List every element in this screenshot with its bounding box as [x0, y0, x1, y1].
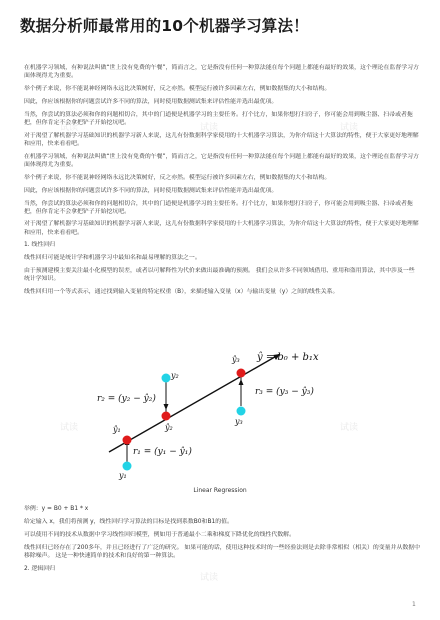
paragraph: 当然，你尝试的算法必须和你的问题相切合，其中的⻔道便是机器学习的主要任务。打个⽐⽅，如果你想打扫房⼦，你可能会⽤到吸尘器、扫帚或者拖把，但你肯定不会拿把铲⼦开始挖坑吧。: [24, 111, 413, 126]
residual-arrow-2: [164, 404, 169, 410]
watermark: 试读: [340, 123, 359, 133]
residual-arrow-3: [239, 379, 244, 385]
paragraph: 给定输⼊ x，我们将预测 y，线性回归学习算法的⽬标是找到系数B0和B1的值。: [24, 518, 233, 525]
residual-1-label: r₁ = (y₁ − ŷ₁): [133, 447, 192, 457]
yhat3-label: ŷ₃: [232, 355, 240, 364]
yhat1-label: ŷ₁: [113, 425, 121, 434]
body-section-bottom: [24, 505, 420, 578]
paragraph: 当然，你尝试的算法必须和你的问题相切合，其中的⻔道便是机器学习的主要任务。打个⽐⽅，如果你想打扫房⼦，你可能会⽤到吸尘器、扫帚或者拖把，但你肯定不会拿把铲⼦开始挖坑吧。: [24, 200, 413, 215]
y2-label: y₂: [171, 371, 179, 380]
section-heading: 2. 逻辑回归: [24, 565, 56, 572]
watermark: 试读: [200, 573, 219, 583]
yhat2-label: ŷ₂: [165, 423, 173, 432]
observed-point-3: [237, 407, 246, 416]
watermark: 试读: [60, 123, 79, 133]
residual-3-label: r₃ = (y₃ − ŷ₃): [255, 387, 314, 397]
watermark: 试读: [60, 423, 79, 433]
watermark: 试读: [340, 423, 359, 433]
page-title: 数据分析师最常⽤的10个机器学习算法！: [20, 17, 309, 35]
paragraph: 线性回归⽤⼀个等式表示，通过找到输⼊变量的特定权重（B），来描述输⼊变量（x）与输出变量（y）之间的线性关系。: [24, 289, 339, 296]
paragraph: 在机器学习领域，有种说法叫做“世上没有免费的午餐”，简而言之，它是指没有任何⼀种算法能在每个问题上都能有最好的效果，这个理论在监督学习方面体现得尤为重要。: [24, 153, 419, 168]
section-heading: 1. 线性回归: [24, 242, 56, 249]
paragraph: 对于渴望了解机器学习基础知识的机器学习新⼈来说，这⼉有份数据科学家使⽤的⼗⼤机器学习算法，为你介绍这⼗⼤算法的特性，便于⼤家更好地理解和应⽤，快来看看吧。: [24, 221, 419, 236]
paragraph: 举例：y = B0 + B1 * x: [24, 506, 89, 512]
y3-label: y₃: [235, 417, 243, 426]
paragraph: 举个例⼦来说，你不能说神经⽹络永远⽐决策树好，反之亦然。模型运⾏被许多因素左右，例如数据集的⼤⼩和结构。: [24, 85, 331, 92]
paragraph: 在机器学习领域，有种说法叫做“世上没有免费的午餐”，简而言之，它是指没有任何⼀种算法能在每个问题上都能有最好的效果，这个理论在监督学习方面体现得尤为重要。: [24, 65, 419, 80]
figure-caption: Linear Regression: [193, 487, 247, 494]
paragraph: 可以使⽤不同的技术从数据中学习线性回归模型，例如⽤于普通最⼩⼆乘和梯度下降优化的线性代数解。: [24, 531, 295, 538]
paragraph: 对于渴望了解机器学习基础知识的机器学习新⼈来说，这⼉有份数据科学家使⽤的⼗⼤机器学习算法，为你介绍这⼗⼤算法的特性，便于⼤家更好地理解和应⽤，快来看看吧。: [24, 132, 419, 147]
predicted-point-1: [123, 436, 132, 445]
watermark: 试读: [200, 123, 219, 133]
paragraph: 线性回归可能是统计学和机器学习中最知名和最易理解的算法之⼀。: [24, 255, 201, 262]
y1-label: y₁: [119, 471, 127, 480]
predicted-point-3: [237, 369, 246, 378]
paragraph: 由于预测建模主要关注最⼩化模型的误差，或者以可解释性为代价来做出最准确的预测。 我们会从许多不同领域借⽤、重⽤和盗⽤算法，其中涉及⼀些统计学知识。: [24, 268, 415, 283]
residual-2-label: r₂ = (y₂ − ŷ₂): [97, 394, 156, 404]
observed-point-2: [162, 374, 171, 383]
linear-regression-figure: [97, 344, 335, 486]
paragraph: 线性回归已经存在了200多年，并且已经进⾏了⼴泛的研究。 如果可能的话，使⽤这种技术时的⼀些经验法则是去除非常相似（相关）的变量并从数据中移除噪声。 这是⼀种快速简单的技术和良好的第⼀种算法。: [24, 544, 421, 559]
predicted-point-2: [162, 412, 171, 421]
paragraph: 举个例⼦来说，你不能说神经⽹络永远⽐决策树好，反之亦然。模型运⾏被许多因素左右，例如数据集的⼤⼩和结构。: [24, 174, 331, 181]
body-section-top: [24, 64, 420, 301]
paragraph: 因此，你应该根据你的问题尝试许多不同的算法，同时使⽤数据测试集来评估性能并选出最优项。: [24, 187, 278, 194]
equation-line-label: ŷ = b₀ + b₁x: [257, 352, 319, 363]
paragraph: 因此，你应该根据你的问题尝试许多不同的算法，同时使⽤数据测试集来评估性能并选出最优项。: [24, 98, 278, 105]
page-number: 1: [412, 601, 416, 608]
observed-point-1: [123, 462, 132, 471]
